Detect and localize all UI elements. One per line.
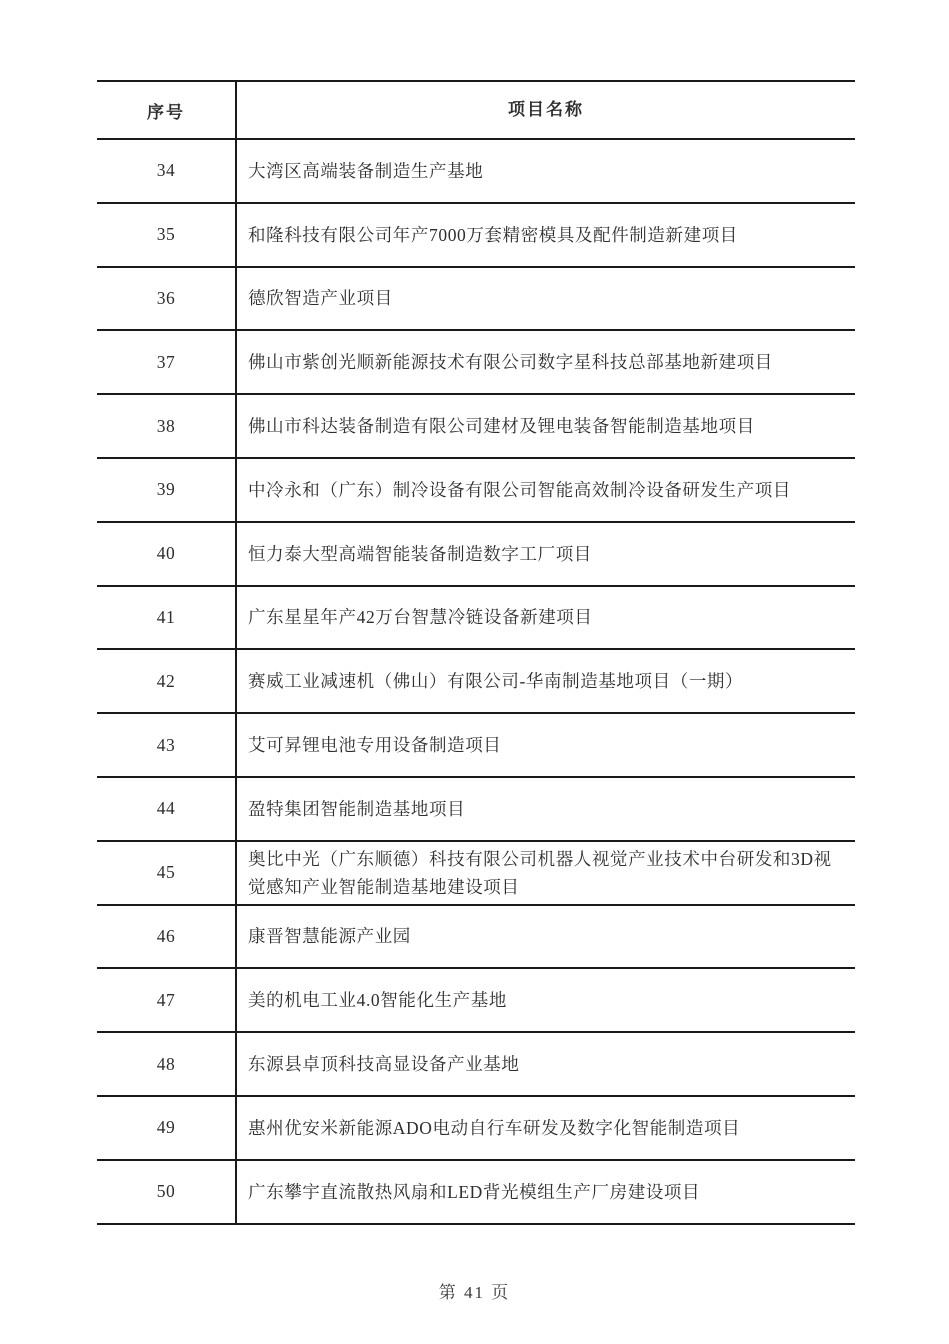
cell-serial-number: 36 [156,287,176,308]
table-row [97,523,855,587]
cell-serial-number: 45 [156,862,176,883]
cell-serial-number: 34 [156,160,176,181]
cell-project-name: 佛山市紫创光顺新能源技术有限公司数字星科技总部基地新建项目 [235,331,855,393]
table-row [97,268,855,332]
table-row [97,204,855,268]
cell-serial-number: 46 [156,925,176,946]
cell-serial-number: 38 [156,415,176,436]
cell-project-name: 和隆科技有限公司年产7000万套精密模具及配件制造新建项目 [235,204,855,266]
header-cell-project-name: 项目名称 [235,82,855,138]
table-row [97,714,855,778]
cell-project-name: 盈特集团智能制造基地项目 [235,778,855,840]
header-cell-serial-number: 序号 [147,102,185,122]
table-row [97,140,855,204]
page-number: 第 41 页 [438,1283,511,1302]
cell-serial-number: 35 [156,224,176,245]
cell-project-name: 康晋智慧能源产业园 [235,906,855,968]
cell-serial-number: 43 [156,734,176,755]
cell-project-name: 东源县卓顶科技高显设备产业基地 [235,1033,855,1095]
cell-serial-number: 48 [156,1053,176,1074]
cell-serial-number: 39 [156,479,176,500]
cell-project-name: 惠州优安米新能源ADO电动自行车研发及数字化智能制造项目 [235,1097,855,1159]
table-row [97,778,855,842]
cell-project-name: 艾可昇锂电池专用设备制造项目 [235,714,855,776]
cell-serial-number: 37 [156,351,176,372]
table-row [97,1161,855,1225]
table-row [97,650,855,714]
table-row [97,906,855,970]
cell-project-name: 美的机电工业4.0智能化生产基地 [235,969,855,1031]
cell-project-name: 恒力泰大型高端智能装备制造数字工厂项目 [235,523,855,585]
table-row [97,459,855,523]
cell-serial-number: 49 [156,1117,176,1138]
cell-project-name: 奥比中光（广东顺德）科技有限公司机器人视觉产业技术中台研发和3D视觉感知产业智能制造基地建设项目 [235,842,855,904]
cell-project-name: 德欣智造产业项目 [235,268,855,330]
cell-project-name: 广东攀宇直流散热风扇和LED背光模组生产厂房建设项目 [235,1161,855,1223]
cell-serial-number: 47 [156,989,176,1010]
table-row [97,1097,855,1161]
table-row [97,1033,855,1097]
cell-project-name: 佛山市科达装备制造有限公司建材及锂电装备智能制造基地项目 [235,395,855,457]
table-row [97,395,855,459]
cell-serial-number: 44 [156,798,176,819]
cell-project-name: 赛威工业减速机（佛山）有限公司-华南制造基地项目（一期） [235,650,855,712]
cell-serial-number: 40 [156,543,176,564]
cell-serial-number: 42 [156,670,176,691]
table-header-row [97,82,855,140]
table-row [97,331,855,395]
table-row [97,587,855,651]
cell-project-name: 中冷永和（广东）制冷设备有限公司智能高效制冷设备研发生产项目 [235,459,855,521]
projects-table [97,80,855,1225]
table-row [97,969,855,1033]
cell-project-name: 广东星星年产42万台智慧冷链设备新建项目 [235,587,855,649]
cell-serial-number: 50 [156,1181,176,1202]
cell-project-name: 大湾区高端装备制造生产基地 [235,140,855,202]
cell-serial-number: 41 [156,606,176,627]
table-row [97,842,855,906]
